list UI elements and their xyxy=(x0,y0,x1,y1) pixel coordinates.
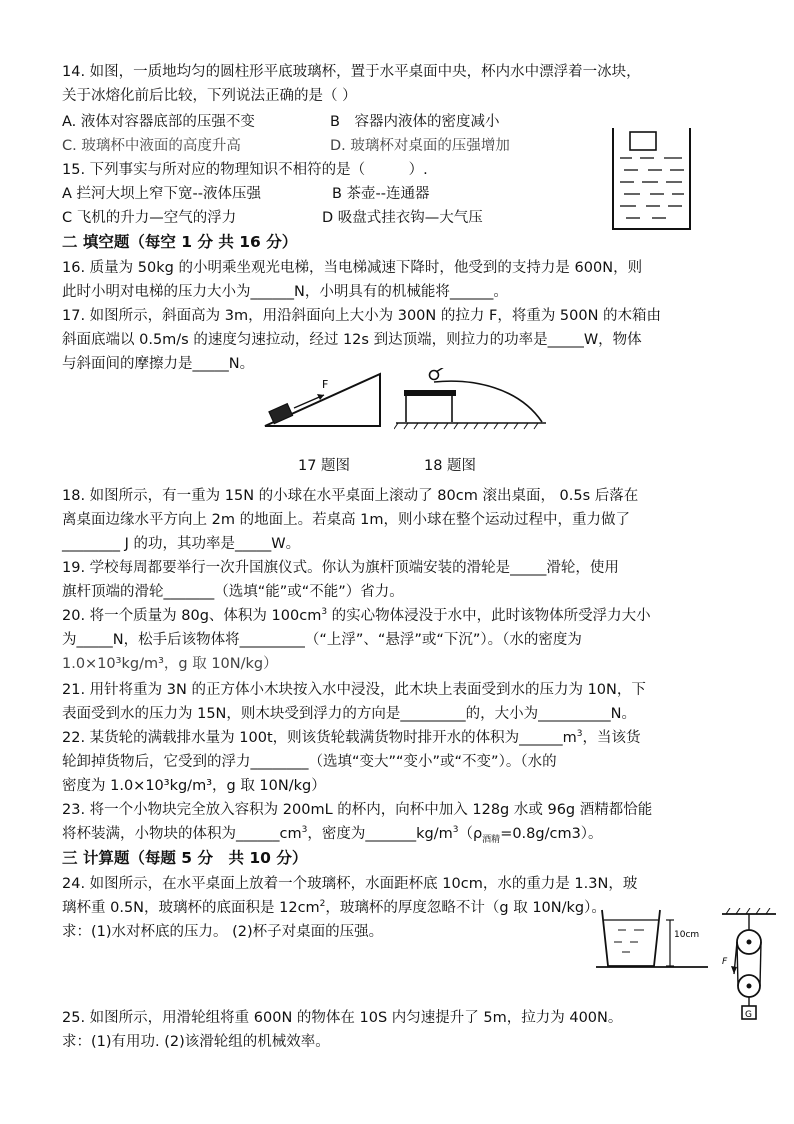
q24-line2 xyxy=(62,898,606,918)
force-label-f-pulley: F xyxy=(722,957,728,967)
q20-line2: 为_____N，松手后该物体将_________（“上浮”、“悬浮”或“下沉”）。（水的密度为 xyxy=(62,632,582,648)
q23-line2-part-e: =0.8g/cm3）。 xyxy=(500,826,603,842)
force-label-f: F xyxy=(322,378,329,391)
q23-line1: 23. 将一个小物块完全放入容积为 200mL 的杯内，向杯中加入 128g 水或 96g 酒精都恰能 xyxy=(62,802,653,818)
q14-option-b: B 容器内液体的密度减小 xyxy=(330,114,500,130)
q18-line3: ________ J 的功，其功率是_____W。 xyxy=(62,536,301,552)
q25-pulley-figure xyxy=(716,908,782,1026)
q17-line2: 斜面底端以 0.5m/s 的速度匀速拉动，经过 12s 到达顶端，则拉力的功率是_____W，物体 xyxy=(62,332,642,348)
q20-line1-part-a: 20. 将一个质量为 80g、体积为 100cm xyxy=(62,608,322,624)
q24-line3: 求：(1)水对杯底的压力。 (2)杯子对桌面的压强。 xyxy=(62,924,384,940)
q15-option-c: C 飞机的升力—空气的浮力 xyxy=(62,210,237,226)
q20-line1 xyxy=(62,606,651,626)
q23-line2 xyxy=(62,824,603,844)
q20-line3: 1.0×10³kg/m³，g 取 10N/kg） xyxy=(62,656,278,672)
q23-rho-subscript: 酒精 xyxy=(482,834,501,845)
q19-line2: 旗杆顶端的滑轮_______（选填“能”或“不能”）省力。 xyxy=(62,584,404,600)
q15-option-a: A 拦河大坝上窄下宽--液体压强 xyxy=(62,186,261,202)
q23-line2-part-c: （ρ xyxy=(458,826,483,842)
q14-stem-line2: 关于冰熔化前后比较，下列说法正确的是（ ） xyxy=(62,88,357,104)
q14-option-c: C. 玻璃杯中液面的高度升高 xyxy=(62,138,241,154)
q17-incline-figure xyxy=(262,370,388,432)
q22-line3: 密度为 1.0×10³kg/m³，g 取 10N/kg） xyxy=(62,778,326,794)
q23-line2-part-b: ，密度为_______kg/m xyxy=(307,826,453,842)
figure-18-caption: 18 题图 xyxy=(424,458,477,474)
q25-line1: 25. 如图所示，用滑轮组将重 600N 的物体在 10S 内匀速提升了 5m，拉力为 400N。 xyxy=(62,1010,623,1026)
weight-label-g: G xyxy=(745,1010,752,1020)
q20-sup-3: 3 xyxy=(321,607,328,618)
q14-option-a: A. 液体对容器底部的压强不变 xyxy=(62,114,255,130)
q16-line2: 此时小明对电梯的压力大小为______N，小明具有的机械能将______。 xyxy=(62,284,508,300)
q22-line2: 轮卸掉货物后，它受到的浮力________（选填“变大”“变小”或“不变”）。（水的 xyxy=(62,754,557,770)
q23-sup-3a: 3 xyxy=(301,825,308,836)
q14-option-d: D. 玻璃杯对桌面的压强增加 xyxy=(330,138,510,154)
q15-option-d: D 吸盘式挂衣钩—大气压 xyxy=(322,210,483,226)
q24-glass-figure xyxy=(596,906,708,974)
figure-17-caption: 17 题图 xyxy=(298,458,351,474)
q21-line1: 21. 用针将重为 3N 的正方体小木块按入水中浸没，此木块上表面受到水的压力为 10N，下 xyxy=(62,682,646,698)
q18-line2: 离桌面边缘水平方向上 2m 的地面上。若桌高 1m，则小球在整个运动过程中，重力做了 xyxy=(62,512,631,528)
q22-line1 xyxy=(62,728,641,748)
q24-line2-part-b: ，玻璃杯的厚度忽略不计（g 取 10N/kg）。 xyxy=(325,900,606,916)
q23-line2-part-a: 将杯装满，小物块的体积为______cm xyxy=(62,826,302,842)
q18-line1: 18. 如图所示，有一重为 15N 的小球在水平桌面上滚动了 80cm 滚出桌面， 0.5s 后落在 xyxy=(62,488,639,504)
q24-line1: 24. 如图所示，在水平桌面上放着一个玻璃杯，水面距杯底 10cm，水的重力是 1.3N，玻 xyxy=(62,876,638,892)
q22-line1-part-a: 22. 某货轮的满载排水量为 100t，则该货轮载满货物时排开水的体积为______m xyxy=(62,730,577,746)
q22-line1-part-b: ，当该货 xyxy=(582,730,641,746)
q17-line1: 17. 如图所示，斜面高为 3m，用沿斜面向上大小为 300N 的拉力 F，将重为 500N 的木箱由 xyxy=(62,308,662,324)
q14-stem-line1: 14. 如图，一质地均匀的圆柱形平底玻璃杯，置于水平桌面中央，杯内水中漂浮着一冰块， xyxy=(62,64,641,80)
q25-line2: 求：(1)有用功. (2)该滑轮组的机械效率。 xyxy=(62,1034,330,1050)
q16-line1: 16. 质量为 50kg 的小明乘坐观光电梯，当电梯减速下降时，他受到的支持力是 600N，则 xyxy=(62,260,643,276)
section-fill-blank-heading: 二 填空题（每空 1 分 共 16 分） xyxy=(62,233,298,251)
q23-sup-3b: 3 xyxy=(452,825,459,836)
q24-line2-part-a: 璃杯重 0.5N，玻璃杯的底面积是 12cm xyxy=(62,900,320,916)
q20-line1-part-b: 的实心物体浸没于水中，此时该物体所受浮力大小 xyxy=(327,608,651,624)
q17-line3: 与斜面间的摩擦力是_____N。 xyxy=(62,356,255,372)
height-label-10cm: 10cm xyxy=(674,930,700,940)
q15-stem: 15. 下列事实与所对应的物理知识不相符的是（ ）. xyxy=(62,162,428,178)
q24-sup-2: 2 xyxy=(319,899,326,910)
q18-table-trajectory-figure xyxy=(394,368,548,432)
q22-sup-3: 3 xyxy=(576,729,583,740)
q15-option-b: B 茶壶--连通器 xyxy=(332,186,430,202)
q14-beaker-figure xyxy=(610,126,694,232)
section-calculation-heading: 三 计算题（每题 5 分 共 10 分） xyxy=(62,849,308,867)
q19-line1: 19. 学校每周都要举行一次升国旗仪式。你认为旗杆顶端安装的滑轮是_____滑轮，使用 xyxy=(62,560,619,576)
q21-line2: 表面受到水的压力为 15N，则木块受到浮力的方向是_________的，大小为__________N。 xyxy=(62,706,637,722)
